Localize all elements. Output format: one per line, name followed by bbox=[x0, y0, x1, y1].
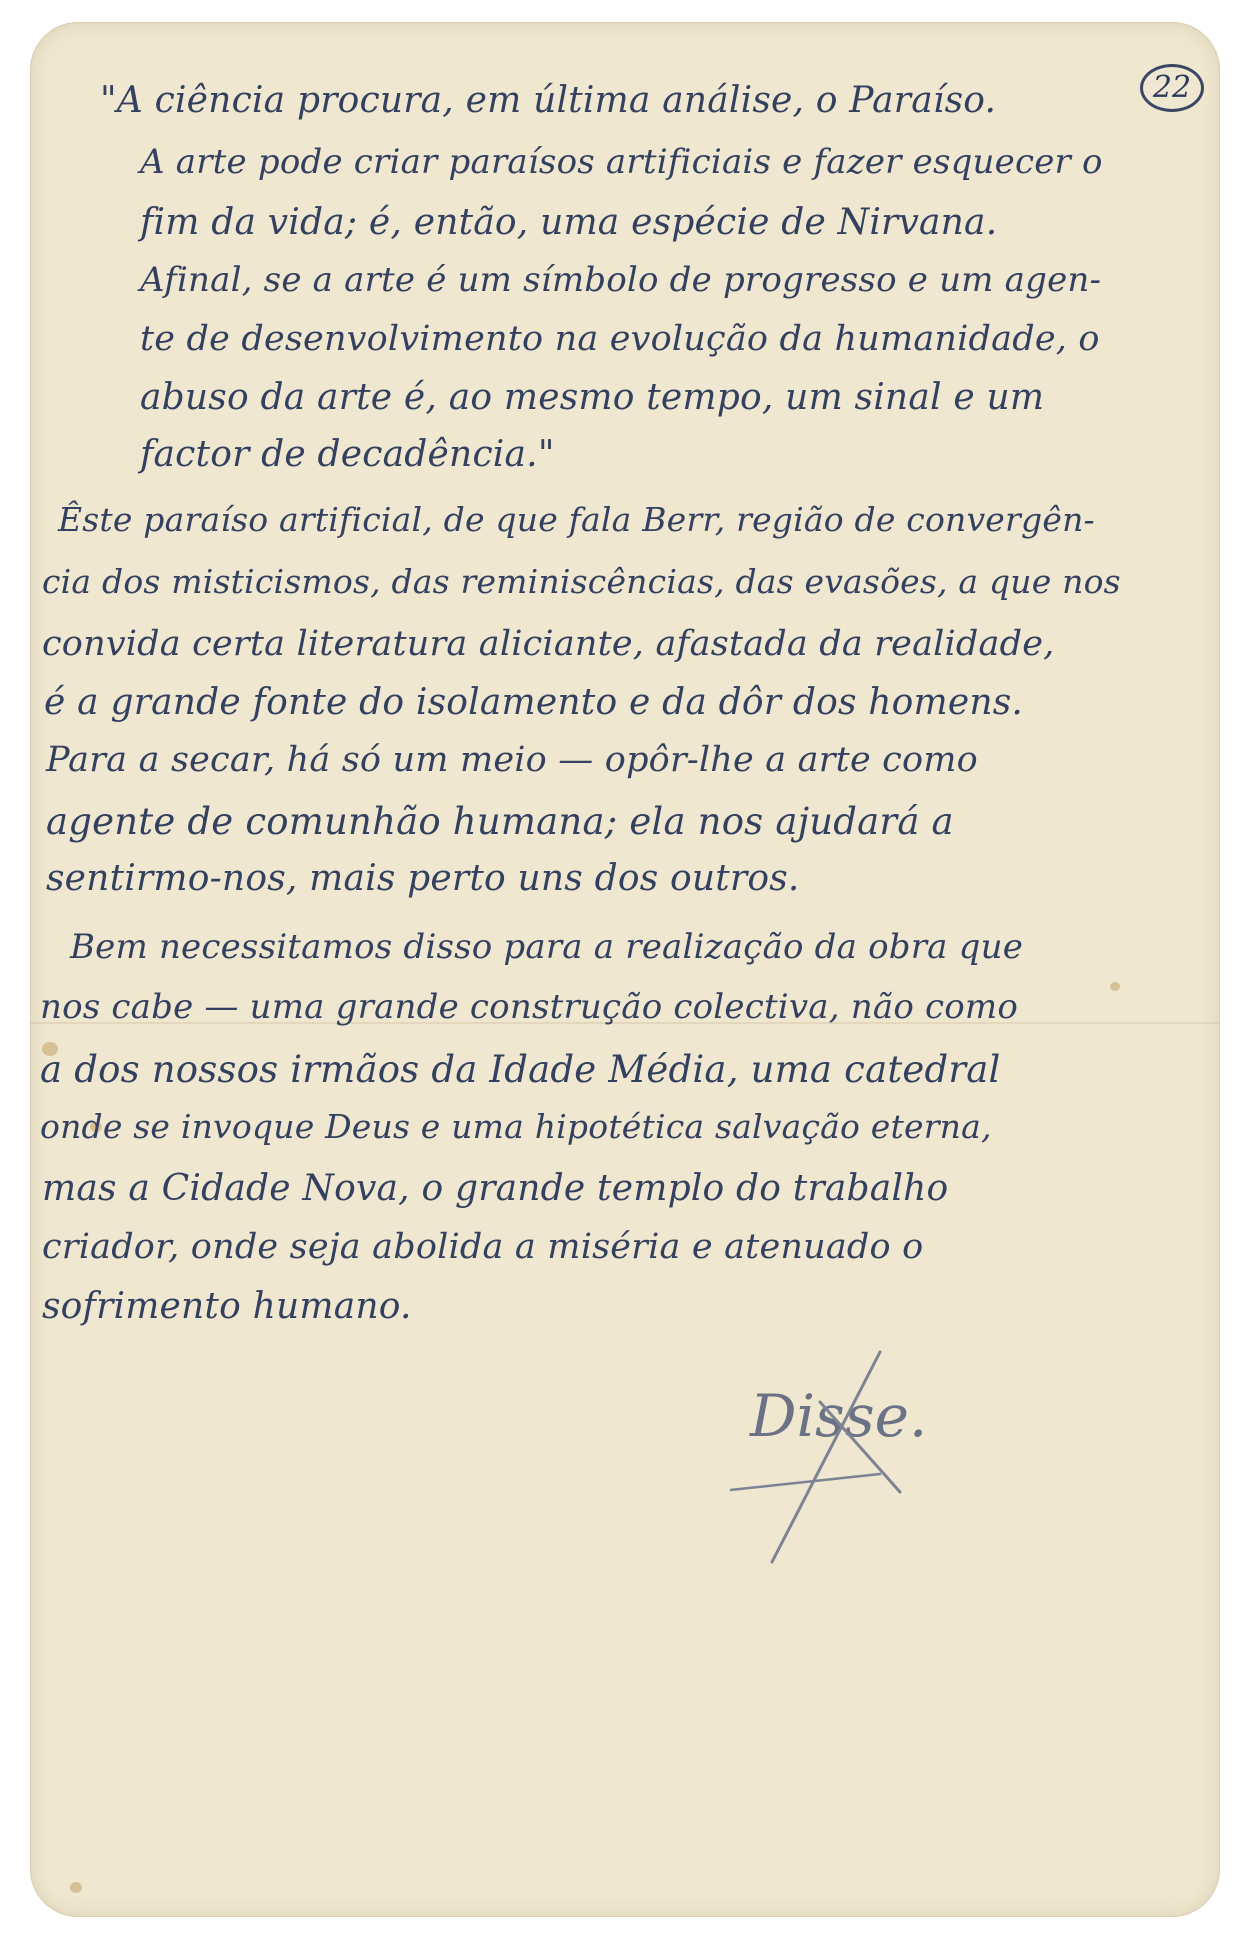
manuscript-page bbox=[30, 22, 1220, 1917]
manuscript-line: sofrimento humano. bbox=[42, 1286, 412, 1327]
manuscript-line: a dos nossos irmãos da Idade Média, uma catedral bbox=[40, 1048, 1001, 1091]
manuscript-line: mas a Cidade Nova, o grande templo do trabalho bbox=[42, 1168, 949, 1209]
manuscript-line: te de desenvolvimento na evolução da humanidade, o bbox=[140, 319, 1100, 359]
signature-text: Disse. bbox=[750, 1382, 928, 1450]
manuscript-line: Bem necessitamos disso para a realização da obra que bbox=[70, 927, 1024, 967]
manuscript-line: é a grande fonte do isolamento e da dôr dos homens. bbox=[44, 682, 1024, 723]
manuscript-line: Êste paraíso artificial, de que fala Berr, região de convergên- bbox=[58, 500, 1095, 539]
page-number: 22 bbox=[1140, 64, 1204, 112]
manuscript-line: criador, onde seja abolida a miséria e atenuado o bbox=[42, 1227, 924, 1267]
manuscript-line: onde se invoque Deus e uma hipotética salvação eterna, bbox=[40, 1107, 992, 1146]
manuscript-line: factor de decadência." bbox=[140, 434, 555, 475]
manuscript-line: cia dos misticismos, das reminiscências, das evasões, a que nos bbox=[42, 562, 1121, 601]
manuscript-line: agente de comunhão humana; ela nos ajudará a bbox=[46, 800, 954, 843]
manuscript-line: abuso da arte é, ao mesmo tempo, um sinal e um bbox=[140, 377, 1045, 418]
manuscript-line: A arte pode criar paraísos artificiais e fazer esquecer o bbox=[140, 142, 1103, 182]
manuscript-line: "A ciência procura, em última análise, o Paraíso. bbox=[100, 80, 997, 121]
manuscript-line: Afinal, se a arte é um símbolo de progresso e um agen- bbox=[140, 260, 1102, 300]
crossed-signature bbox=[730, 1342, 990, 1572]
manuscript-line: fim da vida; é, então, uma espécie de Nirvana. bbox=[140, 202, 998, 243]
cross-out-mark bbox=[730, 1342, 990, 1572]
manuscript-line: sentirmo-nos, mais perto uns dos outros. bbox=[46, 858, 800, 899]
manuscript-line: nos cabe — uma grande construção colectiva, não como bbox=[40, 987, 1019, 1027]
ink-stain bbox=[70, 1882, 82, 1893]
manuscript-line: convida certa literatura aliciante, afastada da realidade, bbox=[42, 624, 1055, 664]
ink-stain bbox=[1110, 982, 1120, 991]
manuscript-line: Para a secar, há só um meio — opôr-lhe a arte como bbox=[46, 740, 978, 780]
